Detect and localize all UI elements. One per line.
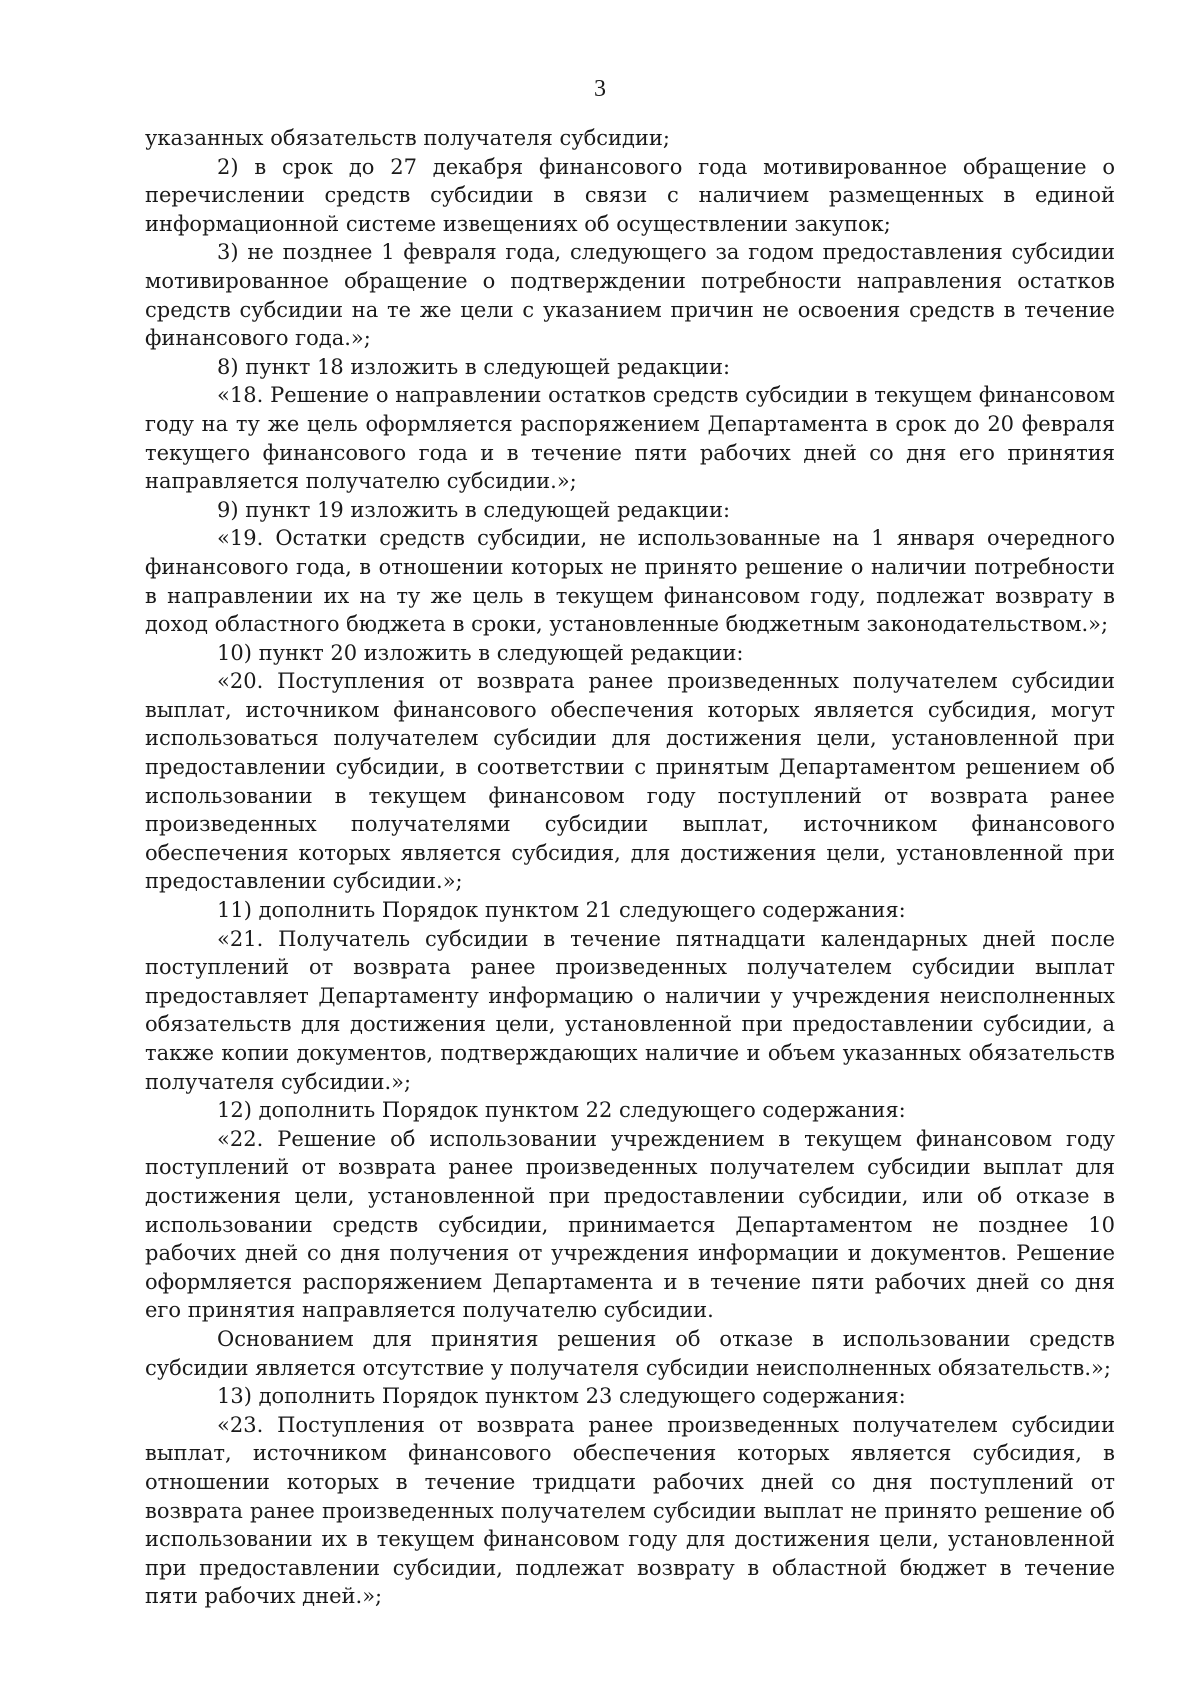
paragraph: 13) дополнить Порядок пунктом 23 следующего содержания: xyxy=(217,1384,906,1409)
paragraph: 3) не позднее 1 февраля года, следующего за годом предоставления субсидии мотивированное обращение о подтверждении потребности направления остатков средств субсидии на те же цели с указанием причин не освоения средств в течение финансового года.»; xyxy=(145,240,1115,351)
paragraph: 11) дополнить Порядок пунктом 21 следующего содержания: xyxy=(217,898,906,923)
paragraph: 2) в срок до 27 декабря финансового года мотивированное обращение о перечислении средств субсидии в связи с наличием размещенных в единой информационной системе извещениях об осуществлении закупок; xyxy=(145,154,1115,236)
paragraph: Основанием для принятия решения об отказе в использовании средств субсидии является отсутствие у получателя субсидии неисполненных обязательств.»; xyxy=(145,1326,1115,1380)
paragraph: «20. Поступления от возврата ранее произведенных получателем субсидии выплат, источником финансового обеспечения которых является субсидия, могут использоваться получателем субсидии для достижения цели, установленной при предоставлении субсидии, в соответствии с принятым Департаментом решением об использовании в текущем финансовом году поступлений от возврата ранее произведенных получателями субсидии выплат, источником финансового обеспечения которых является субсидия, для достижения цели, установленной при предоставлении субсидии.»; xyxy=(145,669,1115,894)
paragraph: 8) пункт 18 изложить в следующей редакции: xyxy=(217,354,731,379)
paragraph: 12) дополнить Порядок пунктом 22 следующего содержания: xyxy=(217,1098,906,1123)
paragraph: указанных обязательств получателя субсидии; xyxy=(145,126,670,150)
paragraph: «21. Получатель субсидии в течение пятнадцати календарных дней после поступлений от возврата ранее произведенных получателем субсидии выплат предоставляет Департаменту информацию о наличии у учреждения неисполненных обязательств для достижения цели, установленной при предоставлении субсидии, а также копии документов, подтверждающих наличие и объем указанных обязательств получателя субсидии.»; xyxy=(145,926,1115,1094)
paragraph: 9) пункт 19 изложить в следующей редакции: xyxy=(217,497,731,522)
paragraph: «18. Решение о направлении остатков средств субсидии в текущем финансовом году на ту же цель оформляется распоряжением Департамента в срок до 20 февраля текущего финансового года и в течение пяти рабочих дней со дня его принятия направляется получателю субсидии.»; xyxy=(145,383,1115,494)
page-number: 3 xyxy=(594,76,606,102)
paragraph: «22. Решение об использовании учреждением в текущем финансовом году поступлений от возврата ранее произведенных получателем субсидии выплат для достижения цели, установленной при предоставлении субсидии, или об отказе в использовании средств субсидии, принимается Департаментом не позднее 10 рабочих дней со дня получения от учреждения информации и документов. Решение оформляется распоряжением Департамента и в течение пяти рабочих дней со дня его принятия направляется получателю субсидии. xyxy=(145,1126,1115,1323)
paragraph: «19. Остатки средств субсидии, не использованные на 1 января очередного финансового года, в отношении которых не принято решение о наличии потребности в направлении их на ту же цель в текущем финансовом году, подлежат возврату в доход областного бюджета в сроки, установленные бюджетным законодательством.»; xyxy=(145,526,1115,637)
document-body xyxy=(145,124,1115,1611)
paragraph: 10) пункт 20 изложить в следующей редакции: xyxy=(217,640,744,665)
paragraph: «23. Поступления от возврата ранее произведенных получателем субсидии выплат, источником финансового обеспечения которых является субсидия, в отношении которых в течение тридцати рабочих дней со дня поступлений от возврата ранее произведенных получателем субсидии выплат не принято решение об использовании их в текущем финансовом году для достижения цели, установленной при предоставлении субсидии, подлежат возврату в областной бюджет в течение пяти рабочих дней.»; xyxy=(145,1412,1115,1609)
